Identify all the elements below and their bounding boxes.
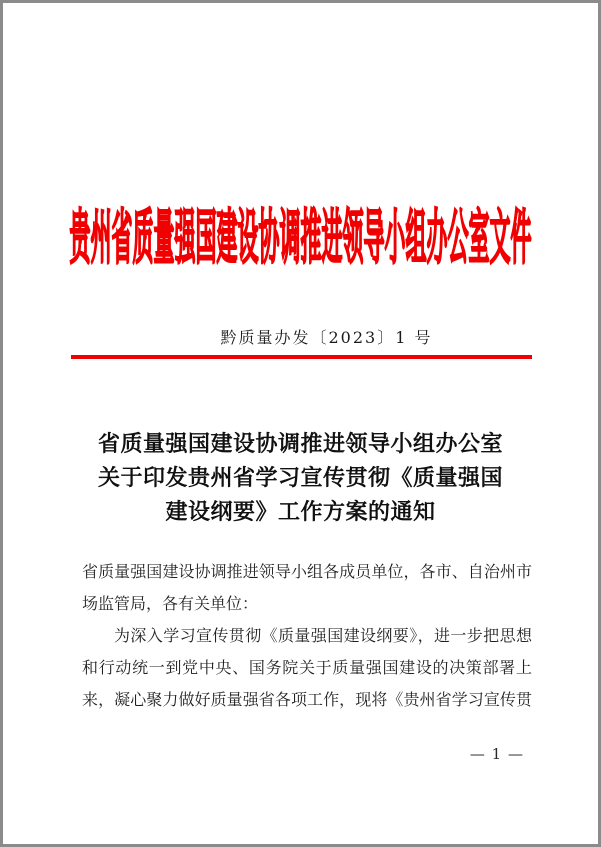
- title-line: 关于印发贵州省学习宣传贯彻《质量强国: [97, 465, 503, 491]
- red-header-banner: [3, 200, 598, 273]
- title-line: 建设纲要》工作方案的通知: [165, 499, 436, 525]
- red-separator-rule: [71, 355, 532, 359]
- body-line-paragraph: 和行动统一到党中央、国务院关于质量强国建设的决策部署上: [82, 658, 532, 677]
- doc-number-line: [3, 326, 598, 350]
- body-line-salutation-end: 场监管局，各有关单位：: [82, 594, 259, 613]
- body-line-paragraph: 为深入学习宣传贯彻《质量强国建设纲要》，进一步把思想: [114, 626, 532, 645]
- issuing-org-banner-text: 贵州省质量强国建设协调推进领导小组办公室文件: [69, 200, 532, 273]
- body-line-salutation: 省质量强国建设协调推进领导小组各成员单位，各市、自治州市: [82, 562, 532, 581]
- title-line: 省质量强国建设协调推进领导小组办公室: [97, 431, 503, 457]
- document-body: [82, 556, 532, 716]
- body-line-paragraph: 来，凝心聚力做好质量强省各项工作，现将《贵州省学习宣传贯: [82, 690, 532, 709]
- document-title: [3, 427, 598, 529]
- doc-number-text: 黔质量办发〔2023〕1 号: [220, 328, 433, 347]
- page-number: — 1 —: [469, 745, 524, 763]
